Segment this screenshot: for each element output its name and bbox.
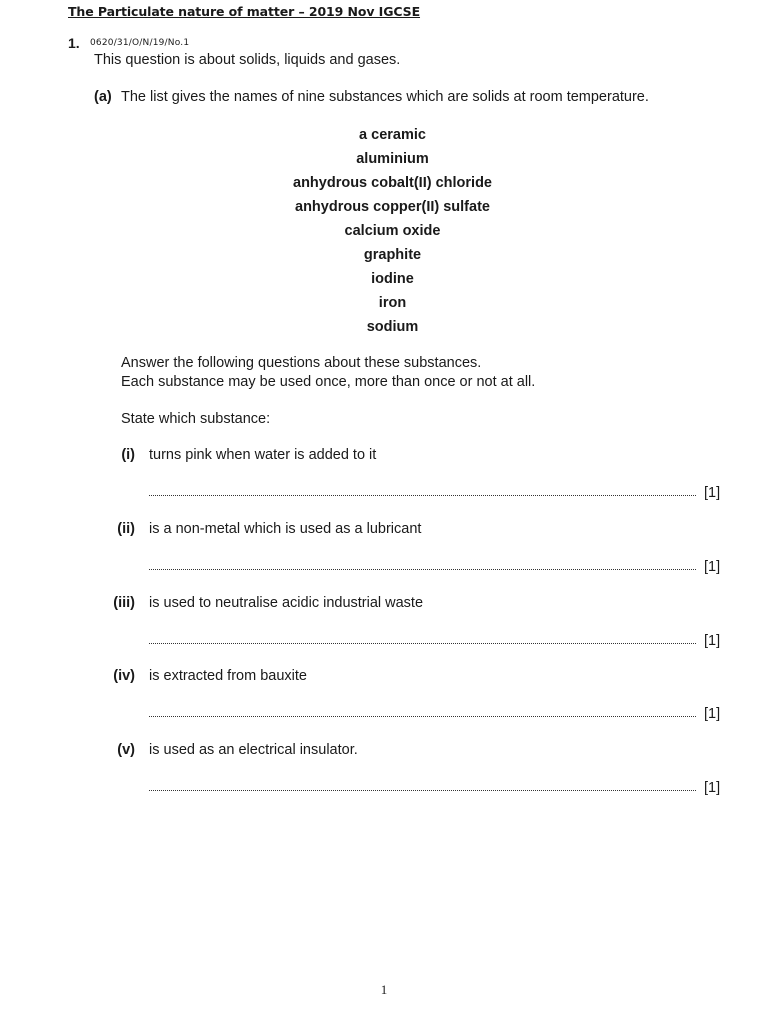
instruction-line-2: Each substance may be used once, more than once or not at all. [121,374,536,390]
subquestion-iv [0,668,768,688]
substance-item: sodium [366,319,419,335]
mark-v: [1] [704,780,721,796]
mark-iii: [1] [704,633,721,649]
answer-line-v[interactable] [149,789,696,791]
substance-item: calcium oxide [344,223,441,239]
page-header: The Particulate nature of matter – 2019 Nov IGCSE [68,4,421,19]
subquestion-v [0,742,768,762]
subquestion-text: is used as an electrical insulator. [149,742,358,758]
question-intro: This question is about solids, liquids and gases. [94,52,401,68]
mark-iv: [1] [704,706,721,722]
page-number: 1 [380,982,388,997]
substance-item: iodine [371,271,414,287]
substance-item: anhydrous copper(II) sulfate [295,199,490,215]
part-a-label: (a) [94,89,112,105]
subquestion-text: is used to neutralise acidic industrial waste [149,595,424,611]
subquestion-label: (iii) [113,595,135,611]
subquestion-iii [0,595,768,615]
subquestion-text: is a non-metal which is used as a lubricant [149,521,422,537]
substance-item: iron [378,295,407,311]
question-number: 1. [68,35,80,51]
subquestion-ii [0,521,768,541]
subquestion-label: (ii) [117,521,135,537]
part-a-text: The list gives the names of nine substances which are solids at room temperature. [121,89,649,105]
mark-i: [1] [704,485,721,501]
substance-item: anhydrous cobalt(II) chloride [293,175,492,191]
subquestion-text: is extracted from bauxite [149,668,307,684]
subquestion-label: (v) [117,742,135,758]
substance-list [0,125,768,341]
answer-line-ii[interactable] [149,568,696,570]
subquestion-text: turns pink when water is added to it [149,447,377,463]
question-code: 0620/31/O/N/19/No.1 [90,38,190,48]
subquestion-label: (iv) [113,668,135,684]
mark-ii: [1] [704,559,721,575]
substance-item: aluminium [356,151,429,167]
answer-line-iii[interactable] [149,642,696,644]
instruction-line-3: State which substance: [121,411,271,427]
substance-item: a ceramic [359,127,426,143]
subquestion-i [0,447,768,467]
answer-line-iv[interactable] [149,715,696,717]
subquestion-label: (i) [121,447,135,463]
substance-item: graphite [363,247,422,263]
instruction-line-1: Answer the following questions about these substances. [121,355,482,371]
answer-line-i[interactable] [149,494,696,496]
